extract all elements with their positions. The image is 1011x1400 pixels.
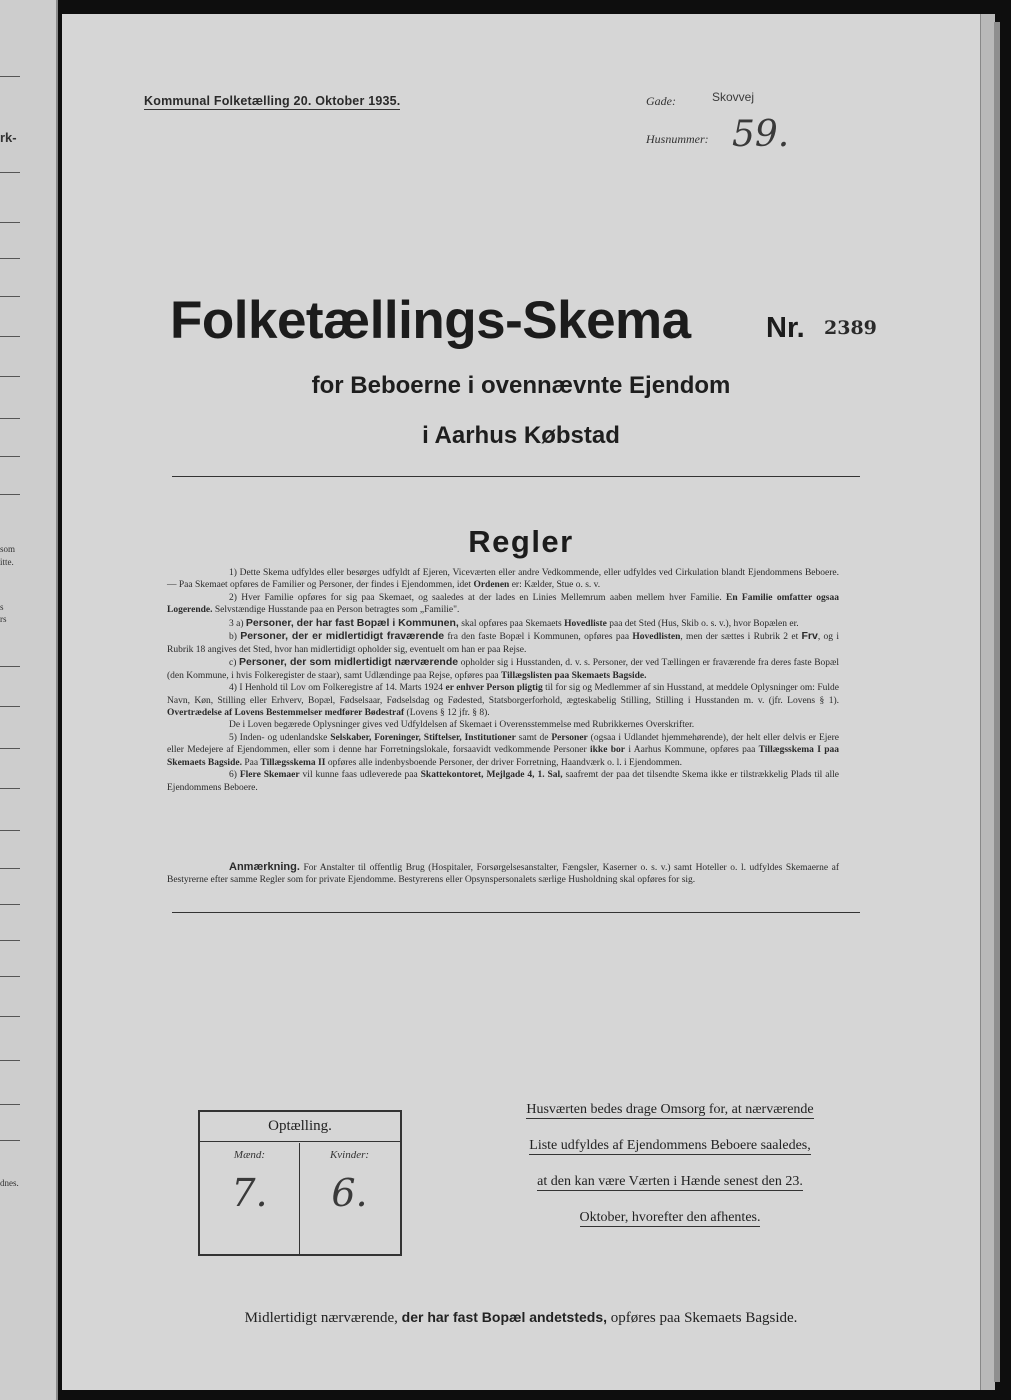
rule-3b: b) Personer, der er midlertidigt fraværende fra den faste Bopæl i Kommunen, opføres paa Hovedlisten, men der sættes i Rubrik 2 et Frv, og i Rubrik 18 angives det Sted, hvor han midlertidigt opholder sig, eventuelt om han er paa Rejse. bbox=[167, 630, 839, 655]
rule-3a: 3 a) Personer, der har fast Bopæl i Kommunen, skal opføres paa Skemaets Hovedliste paa det Sted (Hus, Skib o. s. v.), hvor Bopælen er. bbox=[229, 616, 799, 629]
rule-4: 4) I Henhold til Lov om Folkeregistre af 14. Marts 1924 er enhver Person pligtig til for sig og Medlemmer af sin Husstand, at meddele Oplysninger om: Fulde Navn, Køn, Stilling eller Erhverv, Bopæl, Fødselsaar, Fødselsdag og Fødested, Statsborgerforhold, ægteskabelig Stilling, Stilling i Husstanden m. v. (jfr. Lovens § 1). Overtrædelse af Lovens Bestemmelser medfører Bødestraf (Lovens § 12 jfr. § 8). bbox=[167, 683, 839, 718]
divider bbox=[0, 418, 20, 419]
divider bbox=[0, 940, 20, 941]
divider bbox=[0, 706, 20, 707]
rule-5: 5) Inden- og udenlandske Selskaber, Foreninger, Stiftelser, Institutioner samt de Personer (ogsaa i Udlandet hjemmehørende), der helt eller delvis er Ejere eller Medejere af Ejendommen, eller som i denne har Forretningslokale, forsaavidt vedkommende Personer ikke bor i Aarhus Kommune, opføres paa Tillægsskema I paa Skemaets Bagside. Paa Tillægsskema II opføres alle indenbysboende Personer, der driver Forretning, Haandværk o. l. i Ejendommen. bbox=[167, 732, 839, 768]
census-form-page bbox=[62, 14, 980, 1390]
divider bbox=[0, 904, 20, 905]
notice-line: at den kan være Værten i Hænde senest den 23. bbox=[537, 1174, 803, 1189]
page-fragment-text: som bbox=[0, 544, 16, 554]
street-value: Skovvej bbox=[712, 90, 755, 104]
divider bbox=[0, 1104, 20, 1105]
men-count-cell bbox=[200, 1143, 300, 1254]
form-title: Folketællings-Skema bbox=[170, 291, 691, 350]
form-subtitle: for Beboerne i ovennævnte Ejendom bbox=[311, 372, 731, 399]
page-fragment-text: itte. bbox=[0, 557, 14, 567]
rule-4-note: De i Loven begærede Oplysninger gives ved Udfyldelsen af Skemaet i Overensstemmelse med Rubrikkernes Overskrifter. bbox=[229, 720, 695, 731]
divider bbox=[172, 476, 860, 477]
notice-line: Oktober, hvorefter den afhentes. bbox=[579, 1210, 761, 1225]
rule-2: 2) Hver Familie opføres for sig paa Skemaet, og saaledes at der lades en Linies Mellemrum aaben mellem hver Familie. En Familie omfatter ogsaa Logerende. Selvstændige Husstande paa en Person betragtes som „Familie". bbox=[167, 592, 839, 616]
divider bbox=[0, 1140, 20, 1141]
divider bbox=[0, 222, 20, 223]
page-fragment-text: rs bbox=[0, 614, 7, 624]
women-count-value: 6. bbox=[331, 1171, 368, 1215]
divider bbox=[0, 748, 20, 749]
divider bbox=[0, 1016, 20, 1017]
women-count-cell bbox=[300, 1143, 399, 1254]
count-box-title: Optælling. bbox=[200, 1112, 400, 1142]
divider bbox=[0, 376, 20, 377]
divider bbox=[0, 976, 20, 977]
divider bbox=[0, 76, 20, 77]
men-label: Mænd: bbox=[233, 1149, 266, 1161]
divider bbox=[0, 494, 20, 495]
census-heading: Kommunal Folketælling 20. Oktober 1935. bbox=[144, 94, 401, 108]
remark-text: Anmærkning. For Anstalter til offentlig Brug (Hospitaler, Forsørgelsesanstalter, Fængsler, Kaserner o. s. v.) samt Hoteller o. l. udfyldes Skemaerne af Bestyrerne efter samme Regler som for private Ejendomme. Bestyrerens eller Opsynspersonalets særlige Husholdning skal opføres for sig. bbox=[167, 861, 839, 886]
rules-text bbox=[167, 567, 839, 794]
house-number-label: Husnummer: bbox=[646, 132, 709, 146]
divider bbox=[0, 172, 20, 173]
rule-1: 1) Dette Skema udfyldes eller besørges udfyldt af Ejeren, Viceværten eller andre Vedkommende, eller udfyldes ved Cirkulation blandt Ejendommens Beboere. — Paa Skemaet opføres de Familier og Personer, der findes i Ejendommen, idet Ordenen er: Kælder, Stue o. s. v. bbox=[167, 568, 839, 591]
women-label: Kvinder: bbox=[329, 1149, 370, 1161]
page-edge bbox=[980, 14, 995, 1390]
page-edge-shadow bbox=[994, 22, 1000, 1382]
rule-3c: c) Personer, der som midlertidigt nærværende opholder sig i Husstanden, d. v. s. Personer, der ved Tællingen er fraværende fra deres faste Bopæl (den Kommune, i hvis Folkeregister de staar), samt Udlændinge paa Rejse, opføres paa Tillægslisten paa Skemaets Bagside. bbox=[167, 656, 840, 681]
divider bbox=[0, 830, 20, 831]
rule-6: 6) Flere Skemaer vil kunne faas udleverede paa Skattekontoret, Mejlgade 4, 1. Sal, saafremt der paa det tilsendte Skema ikke er tilstrækkelig Plads til alle Ejendommens Beboere. bbox=[167, 770, 839, 793]
page-fragment-text: s bbox=[0, 602, 4, 612]
count-box bbox=[198, 1110, 402, 1256]
remark-label: Anmærkning. bbox=[229, 861, 300, 873]
divider bbox=[0, 1060, 20, 1061]
notice-line: Husværten bedes drage Omsorg for, at nærværende bbox=[526, 1102, 814, 1117]
divider bbox=[0, 868, 20, 869]
men-count-value: 7. bbox=[231, 1171, 268, 1215]
divider bbox=[0, 296, 20, 297]
street-label: Gade: bbox=[646, 94, 676, 108]
notice-line: Liste udfyldes af Ejendommens Beboere saaledes, bbox=[529, 1138, 811, 1153]
page-fragment-text: dnes. bbox=[0, 1178, 19, 1188]
page-fragment-text: rk- bbox=[0, 130, 17, 145]
footer-note: Midlertidigt nærværende, der har fast Bopæl andetsteds, opføres paa Skemaets Bagside. bbox=[244, 1309, 798, 1326]
divider bbox=[0, 666, 20, 667]
divider bbox=[0, 788, 20, 789]
divider bbox=[0, 456, 20, 457]
form-number-label: Nr. bbox=[766, 312, 805, 344]
divider bbox=[0, 336, 20, 337]
house-number-value: 59. bbox=[732, 114, 790, 155]
form-location: i Aarhus Købstad bbox=[422, 422, 620, 449]
form-number-value: 2389 bbox=[824, 317, 877, 339]
divider bbox=[0, 258, 20, 259]
rules-heading: Regler bbox=[468, 524, 574, 559]
divider bbox=[172, 912, 860, 913]
adjacent-page-fragment bbox=[0, 0, 58, 1400]
